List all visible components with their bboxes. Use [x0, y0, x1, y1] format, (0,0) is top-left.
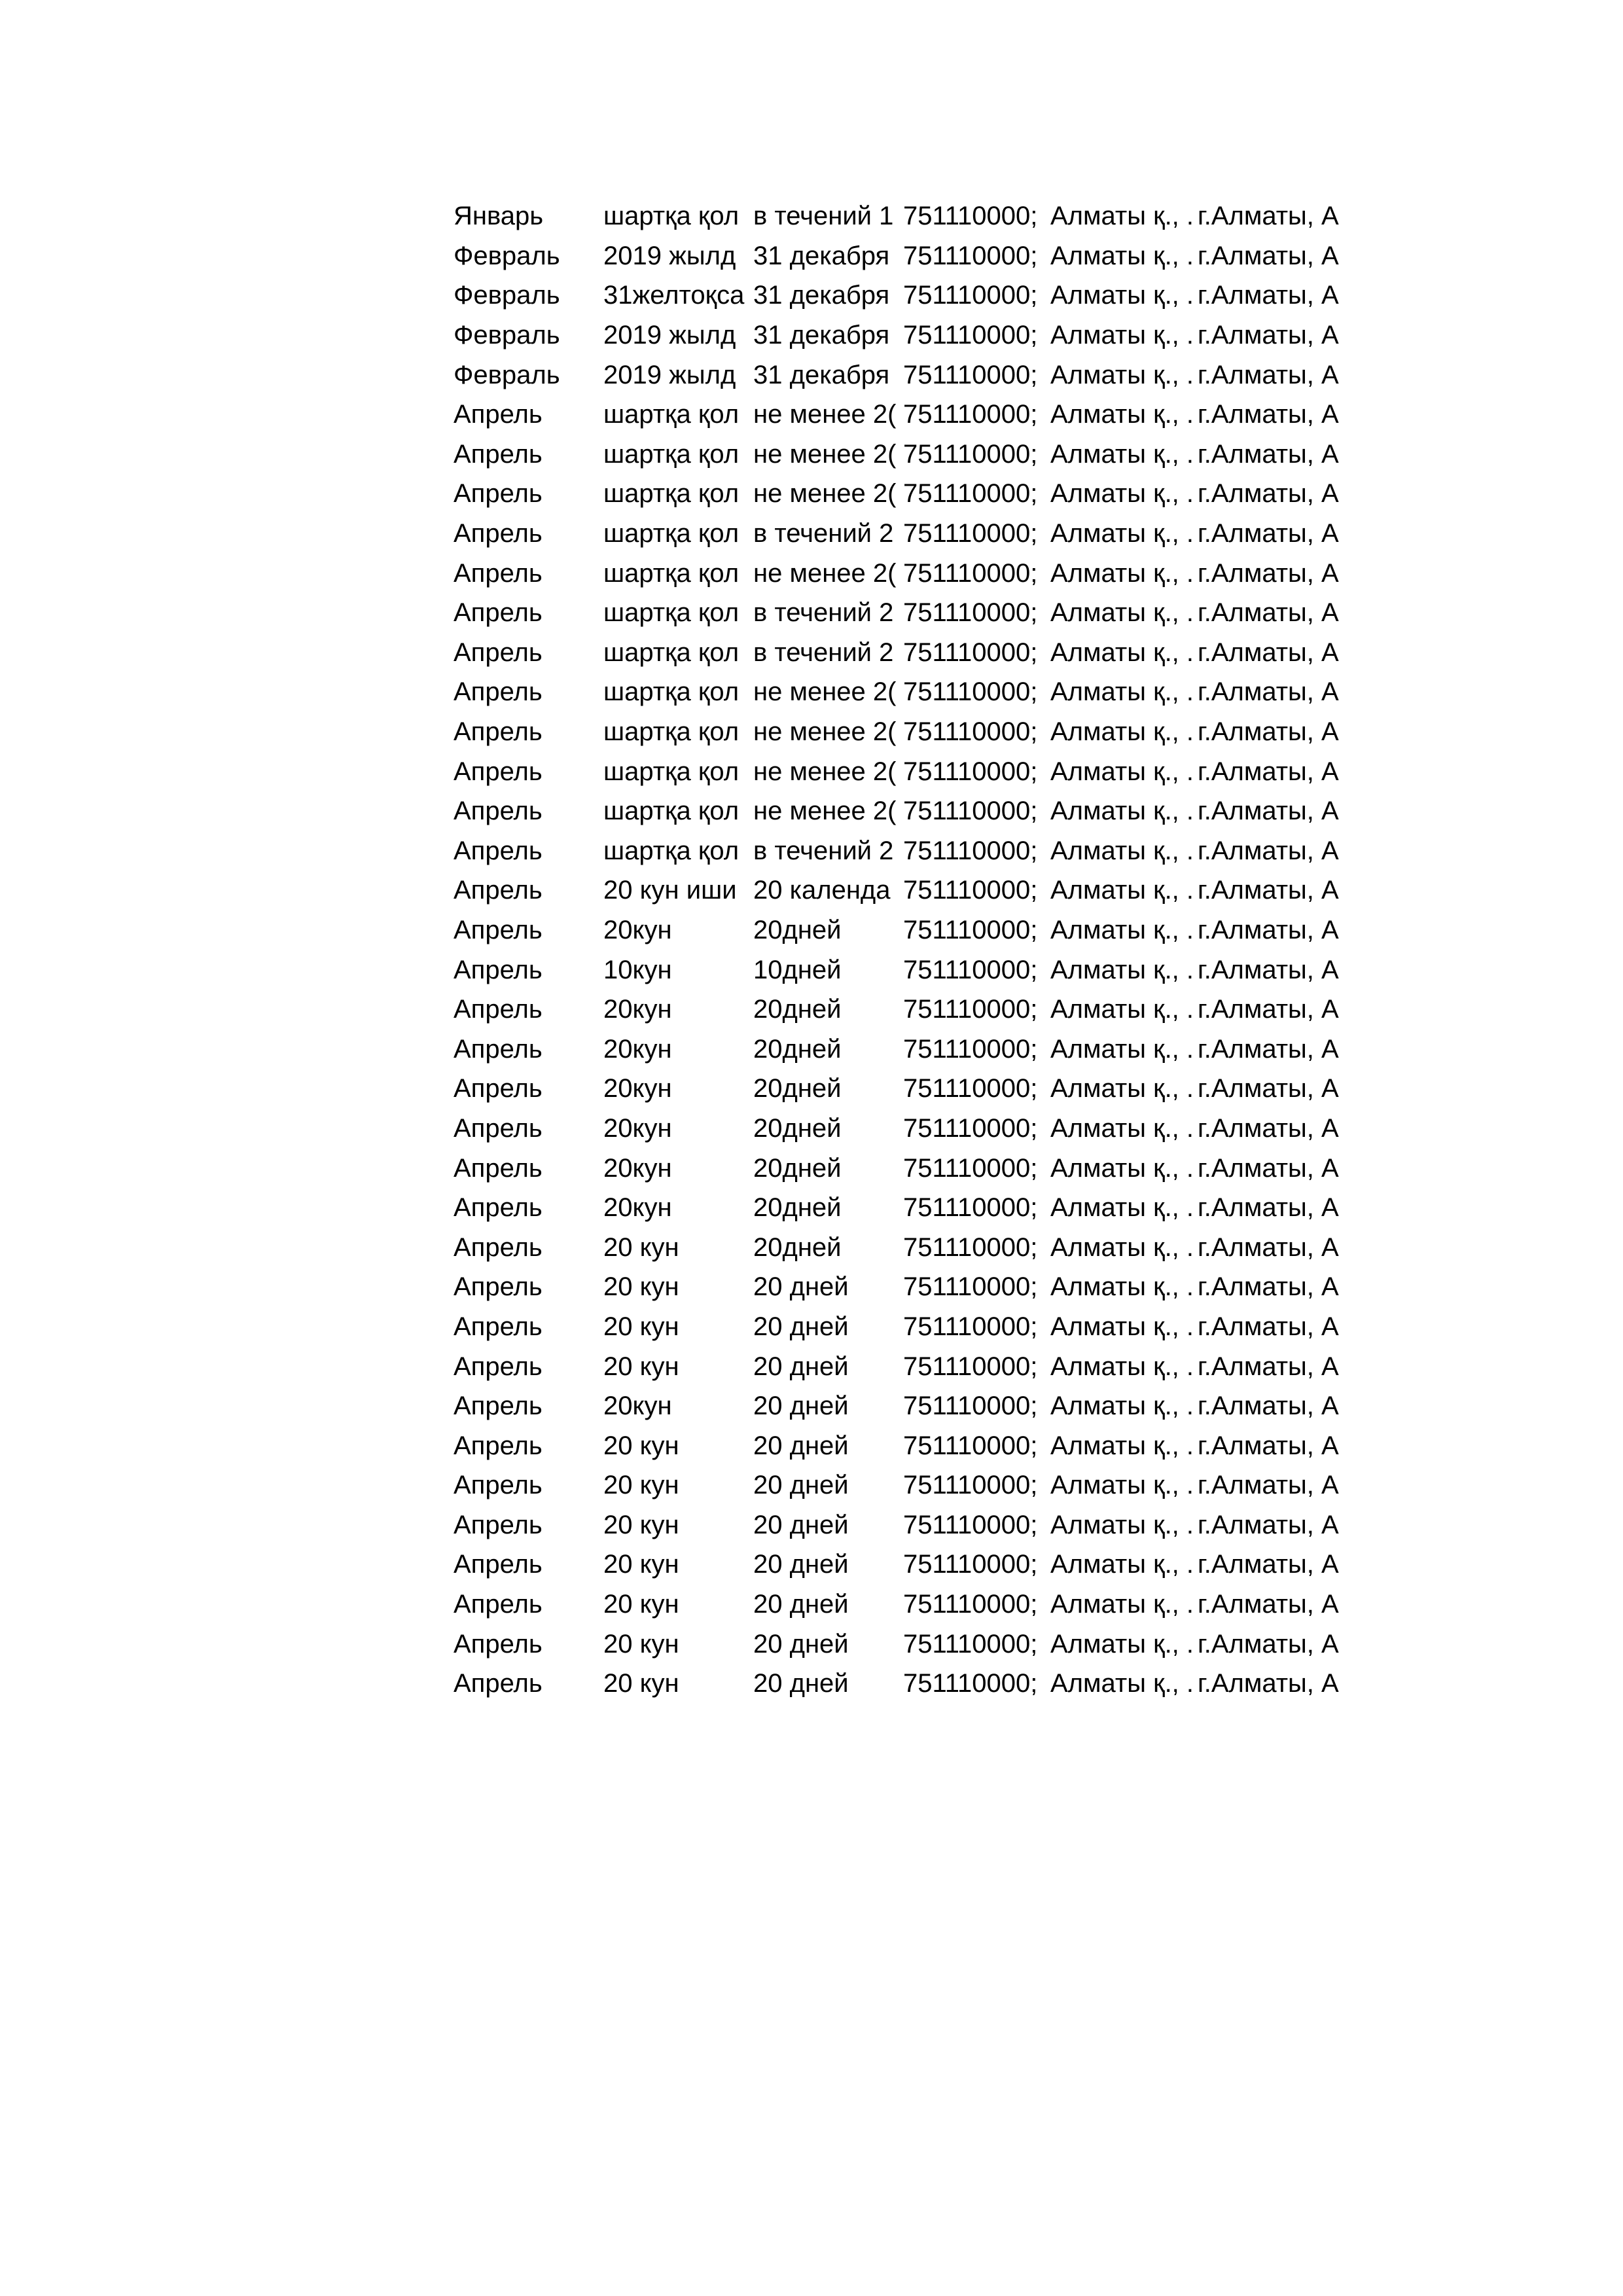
address-ru-cell: г.Алматы, А [1198, 439, 1339, 469]
month-cell: Апрель [454, 995, 543, 1024]
table-row [454, 196, 1357, 236]
month-cell: Апрель [454, 717, 543, 747]
month-cell: Апрель [454, 757, 543, 786]
month-cell: Апрель [454, 1113, 543, 1143]
address-ru-cell: г.Алматы, А [1198, 1471, 1339, 1500]
deadline-kz-cell: 20кун [603, 1391, 672, 1421]
address-ru-cell: г.Алматы, А [1198, 1272, 1339, 1302]
address-kz-cell: Алматы қ., . [1050, 1590, 1194, 1619]
address-kz-cell: Алматы қ., . [1050, 717, 1194, 747]
table-row [454, 870, 1357, 910]
deadline-ru-cell: в течений 2 [753, 637, 894, 667]
address-kz-cell: Алматы қ., . [1050, 1510, 1194, 1539]
code-cell: 751110000; [903, 1669, 1038, 1698]
month-cell: Апрель [454, 1193, 543, 1223]
deadline-ru-cell: 31 декабря [753, 321, 890, 350]
address-kz-cell: Алматы қ., . [1050, 1113, 1194, 1143]
address-kz-cell: Алматы қ., . [1050, 400, 1194, 429]
code-cell: 751110000; [903, 598, 1038, 628]
deadline-ru-cell: 20дней [753, 1034, 842, 1064]
month-cell: Апрель [454, 637, 543, 667]
code-cell: 751110000; [903, 519, 1038, 548]
address-ru-cell: г.Алматы, А [1198, 360, 1339, 389]
code-cell: 751110000; [903, 281, 1038, 310]
address-kz-cell: Алматы қ., . [1050, 1352, 1194, 1381]
address-kz-cell: Алматы қ., . [1050, 321, 1194, 350]
month-cell: Апрель [454, 1669, 543, 1698]
deadline-ru-cell: 20 дней [753, 1550, 849, 1579]
deadline-kz-cell: 20 кун [603, 1669, 679, 1698]
month-cell: Апрель [454, 479, 543, 509]
deadline-kz-cell: 20 кун [603, 1431, 679, 1460]
deadline-ru-cell: 20 дней [753, 1352, 849, 1381]
deadline-kz-cell: 31желтоқса [603, 281, 745, 310]
deadline-ru-cell: 20 дней [753, 1629, 849, 1659]
month-cell: Апрель [454, 797, 543, 826]
table-row [454, 276, 1357, 315]
address-ru-cell: г.Алматы, А [1198, 281, 1339, 310]
address-kz-cell: Алматы қ., . [1050, 876, 1194, 905]
deadline-kz-cell: 20 кун [603, 1590, 679, 1619]
deadline-ru-cell: 20 дней [753, 1391, 849, 1421]
address-kz-cell: Алматы қ., . [1050, 1232, 1194, 1262]
address-kz-cell: Алматы қ., . [1050, 1629, 1194, 1659]
deadline-ru-cell: не менее 2( [753, 677, 897, 707]
deadline-ru-cell: 20дней [753, 915, 842, 944]
table-row [454, 395, 1357, 435]
deadline-kz-cell: 2019 жылд [603, 321, 736, 350]
deadline-kz-cell: шартқа қол [603, 598, 740, 628]
address-ru-cell: г.Алматы, А [1198, 241, 1339, 270]
code-cell: 751110000; [903, 915, 1038, 944]
address-kz-cell: Алматы қ., . [1050, 202, 1194, 231]
address-kz-cell: Алматы қ., . [1050, 955, 1194, 984]
address-ru-cell: г.Алматы, А [1198, 1232, 1339, 1262]
code-cell: 751110000; [903, 1352, 1038, 1381]
table-row [454, 1109, 1357, 1149]
table-row [454, 1188, 1357, 1228]
table-row [454, 315, 1357, 355]
deadline-ru-cell: 20 дней [753, 1471, 849, 1500]
code-cell: 751110000; [903, 321, 1038, 350]
table-row [454, 593, 1357, 633]
deadline-kz-cell: 20 кун [603, 1471, 679, 1500]
address-kz-cell: Алматы қ., . [1050, 637, 1194, 667]
deadline-kz-cell: шартқа қол [603, 757, 740, 786]
address-ru-cell: г.Алматы, А [1198, 876, 1339, 905]
month-cell: Апрель [454, 1034, 543, 1064]
month-cell: Апрель [454, 1550, 543, 1579]
deadline-ru-cell: 20дней [753, 1074, 842, 1103]
month-cell: Апрель [454, 598, 543, 628]
deadline-kz-cell: 20 кун [603, 1510, 679, 1539]
deadline-kz-cell: 20кун [603, 995, 672, 1024]
address-ru-cell: г.Алматы, А [1198, 637, 1339, 667]
month-cell: Апрель [454, 955, 543, 984]
table-row [454, 474, 1357, 514]
deadline-kz-cell: 20кун [603, 915, 672, 944]
deadline-ru-cell: 31 декабря [753, 360, 890, 389]
table-row [454, 751, 1357, 791]
table-row [454, 1386, 1357, 1426]
address-kz-cell: Алматы қ., . [1050, 797, 1194, 826]
address-ru-cell: г.Алматы, А [1198, 1590, 1339, 1619]
table-row [454, 1624, 1357, 1664]
address-ru-cell: г.Алматы, А [1198, 955, 1339, 984]
deadline-ru-cell: 20 календа [753, 876, 891, 905]
month-cell: Апрель [454, 1590, 543, 1619]
deadline-kz-cell: 20кун [603, 1193, 672, 1223]
address-kz-cell: Алматы қ., . [1050, 1669, 1194, 1698]
deadline-kz-cell: 20кун [603, 1074, 672, 1103]
table-row [454, 1664, 1357, 1704]
month-cell: Апрель [454, 1471, 543, 1500]
deadline-ru-cell: 20дней [753, 1193, 842, 1223]
month-cell: Апрель [454, 1510, 543, 1539]
table-row [454, 1307, 1357, 1347]
table-row [454, 633, 1357, 673]
month-cell: Январь [454, 202, 544, 231]
deadline-kz-cell: шартқа қол [603, 558, 740, 588]
spreadsheet-printout [454, 196, 1357, 1704]
deadline-ru-cell: 10дней [753, 955, 842, 984]
code-cell: 751110000; [903, 558, 1038, 588]
code-cell: 751110000; [903, 479, 1038, 509]
code-cell: 751110000; [903, 1391, 1038, 1421]
deadline-kz-cell: 20 кун [603, 1312, 679, 1341]
address-ru-cell: г.Алматы, А [1198, 915, 1339, 944]
table-row [454, 672, 1357, 712]
address-ru-cell: г.Алматы, А [1198, 995, 1339, 1024]
table-row [454, 355, 1357, 395]
code-cell: 751110000; [903, 876, 1038, 905]
month-cell: Февраль [454, 321, 560, 350]
deadline-kz-cell: шартқа қол [603, 836, 740, 865]
month-cell: Февраль [454, 281, 560, 310]
month-cell: Апрель [454, 1431, 543, 1460]
deadline-kz-cell: шартқа қол [603, 479, 740, 509]
deadline-ru-cell: 20 дней [753, 1590, 849, 1619]
address-ru-cell: г.Алматы, А [1198, 1550, 1339, 1579]
month-cell: Февраль [454, 360, 560, 389]
code-cell: 751110000; [903, 1232, 1038, 1262]
month-cell: Апрель [454, 519, 543, 548]
code-cell: 751110000; [903, 439, 1038, 469]
address-ru-cell: г.Алматы, А [1198, 598, 1339, 628]
address-kz-cell: Алматы қ., . [1050, 757, 1194, 786]
address-ru-cell: г.Алматы, А [1198, 836, 1339, 865]
month-cell: Апрель [454, 1232, 543, 1262]
deadline-ru-cell: в течений 2 [753, 519, 894, 548]
code-cell: 751110000; [903, 717, 1038, 747]
table-row [454, 1029, 1357, 1069]
deadline-ru-cell: не менее 2( [753, 479, 897, 509]
deadline-ru-cell: 20 дней [753, 1510, 849, 1539]
address-kz-cell: Алматы қ., . [1050, 995, 1194, 1024]
code-cell: 751110000; [903, 1431, 1038, 1460]
deadline-kz-cell: 20кун [603, 1153, 672, 1183]
table-row [454, 1505, 1357, 1545]
month-cell: Апрель [454, 915, 543, 944]
deadline-kz-cell: 20 кун [603, 1232, 679, 1262]
month-cell: Апрель [454, 1272, 543, 1302]
table-row [454, 1585, 1357, 1624]
month-cell: Апрель [454, 558, 543, 588]
deadline-kz-cell: 20 кун [603, 1352, 679, 1381]
table-row [454, 514, 1357, 554]
address-kz-cell: Алматы қ., . [1050, 241, 1194, 270]
deadline-kz-cell: 20 кун [603, 1550, 679, 1579]
month-cell: Апрель [454, 1391, 543, 1421]
month-cell: Апрель [454, 876, 543, 905]
deadline-ru-cell: 20 дней [753, 1272, 849, 1302]
address-kz-cell: Алматы қ., . [1050, 1471, 1194, 1500]
code-cell: 751110000; [903, 1590, 1038, 1619]
deadline-kz-cell: 2019 жылд [603, 241, 736, 270]
table-row [454, 791, 1357, 831]
deadline-ru-cell: в течений 2 [753, 598, 894, 628]
address-kz-cell: Алматы қ., . [1050, 1391, 1194, 1421]
code-cell: 751110000; [903, 1471, 1038, 1500]
address-kz-cell: Алматы қ., . [1050, 598, 1194, 628]
month-cell: Апрель [454, 677, 543, 707]
deadline-kz-cell: 10кун [603, 955, 672, 984]
table-row [454, 236, 1357, 276]
address-kz-cell: Алматы қ., . [1050, 1074, 1194, 1103]
address-ru-cell: г.Алматы, А [1198, 321, 1339, 350]
deadline-kz-cell: 20 кун [603, 1629, 679, 1659]
code-cell: 751110000; [903, 360, 1038, 389]
table-row [454, 1545, 1357, 1585]
deadline-kz-cell: 20 кун [603, 1272, 679, 1302]
deadline-ru-cell: 20дней [753, 1232, 842, 1262]
address-ru-cell: г.Алматы, А [1198, 1113, 1339, 1143]
code-cell: 751110000; [903, 836, 1038, 865]
address-ru-cell: г.Алматы, А [1198, 1153, 1339, 1183]
code-cell: 751110000; [903, 1193, 1038, 1223]
month-cell: Февраль [454, 241, 560, 270]
month-cell: Апрель [454, 1629, 543, 1659]
code-cell: 751110000; [903, 202, 1038, 231]
deadline-ru-cell: не менее 2( [753, 797, 897, 826]
month-cell: Апрель [454, 836, 543, 865]
deadline-ru-cell: 20 дней [753, 1312, 849, 1341]
table-row [454, 990, 1357, 1030]
address-ru-cell: г.Алматы, А [1198, 1352, 1339, 1381]
address-ru-cell: г.Алматы, А [1198, 1391, 1339, 1421]
address-kz-cell: Алматы қ., . [1050, 1272, 1194, 1302]
address-kz-cell: Алматы қ., . [1050, 836, 1194, 865]
deadline-ru-cell: 20 дней [753, 1431, 849, 1460]
table-row [454, 950, 1357, 990]
table-row [454, 1465, 1357, 1505]
table-row [454, 910, 1357, 950]
table-row [454, 1267, 1357, 1307]
address-ru-cell: г.Алматы, А [1198, 717, 1339, 747]
address-kz-cell: Алматы қ., . [1050, 519, 1194, 548]
deadline-kz-cell: 20кун [603, 1113, 672, 1143]
deadline-ru-cell: 31 декабря [753, 281, 890, 310]
deadline-ru-cell: в течений 1 [753, 202, 894, 231]
table-row [454, 1227, 1357, 1267]
address-kz-cell: Алматы қ., . [1050, 1193, 1194, 1223]
deadline-kz-cell: шартқа қол [603, 519, 740, 548]
address-ru-cell: г.Алматы, А [1198, 558, 1339, 588]
address-ru-cell: г.Алматы, А [1198, 1669, 1339, 1698]
address-ru-cell: г.Алматы, А [1198, 202, 1339, 231]
code-cell: 751110000; [903, 241, 1038, 270]
address-ru-cell: г.Алматы, А [1198, 677, 1339, 707]
deadline-kz-cell: шартқа қол [603, 202, 740, 231]
address-ru-cell: г.Алматы, А [1198, 519, 1339, 548]
table-row [454, 712, 1357, 752]
deadline-kz-cell: 20 кун иши [603, 876, 737, 905]
deadline-kz-cell: шартқа қол [603, 439, 740, 469]
code-cell: 751110000; [903, 955, 1038, 984]
code-cell: 751110000; [903, 1550, 1038, 1579]
code-cell: 751110000; [903, 1113, 1038, 1143]
address-kz-cell: Алматы қ., . [1050, 360, 1194, 389]
code-cell: 751110000; [903, 1153, 1038, 1183]
deadline-kz-cell: шартқа қол [603, 400, 740, 429]
deadline-ru-cell: не менее 2( [753, 558, 897, 588]
table-row [454, 435, 1357, 475]
address-ru-cell: г.Алматы, А [1198, 1510, 1339, 1539]
code-cell: 751110000; [903, 1629, 1038, 1659]
deadline-kz-cell: шартқа қол [603, 797, 740, 826]
code-cell: 751110000; [903, 757, 1038, 786]
address-ru-cell: г.Алматы, А [1198, 797, 1339, 826]
month-cell: Апрель [454, 1074, 543, 1103]
address-kz-cell: Алматы қ., . [1050, 558, 1194, 588]
month-cell: Апрель [454, 1153, 543, 1183]
table-row [454, 1069, 1357, 1109]
deadline-kz-cell: шартқа қол [603, 717, 740, 747]
code-cell: 751110000; [903, 677, 1038, 707]
address-ru-cell: г.Алматы, А [1198, 1431, 1339, 1460]
address-ru-cell: г.Алматы, А [1198, 1034, 1339, 1064]
deadline-kz-cell: 2019 жылд [603, 360, 736, 389]
table-row [454, 1426, 1357, 1465]
deadline-kz-cell: шартқа қол [603, 677, 740, 707]
month-cell: Апрель [454, 439, 543, 469]
code-cell: 751110000; [903, 797, 1038, 826]
deadline-ru-cell: 20 дней [753, 1669, 849, 1698]
table-row [454, 1148, 1357, 1188]
deadline-ru-cell: не менее 2( [753, 439, 897, 469]
table-row [454, 831, 1357, 871]
deadline-ru-cell: в течений 2 [753, 836, 894, 865]
address-kz-cell: Алматы қ., . [1050, 479, 1194, 509]
code-cell: 751110000; [903, 637, 1038, 667]
address-ru-cell: г.Алматы, А [1198, 400, 1339, 429]
address-kz-cell: Алматы қ., . [1050, 915, 1194, 944]
code-cell: 751110000; [903, 1034, 1038, 1064]
code-cell: 751110000; [903, 1510, 1038, 1539]
deadline-ru-cell: 20дней [753, 995, 842, 1024]
address-kz-cell: Алматы қ., . [1050, 1034, 1194, 1064]
address-kz-cell: Алматы қ., . [1050, 677, 1194, 707]
table-row [454, 1346, 1357, 1386]
deadline-kz-cell: 20кун [603, 1034, 672, 1064]
code-cell: 751110000; [903, 995, 1038, 1024]
address-kz-cell: Алматы қ., . [1050, 1312, 1194, 1341]
address-ru-cell: г.Алматы, А [1198, 1193, 1339, 1223]
deadline-kz-cell: шартқа қол [603, 637, 740, 667]
deadline-ru-cell: 31 декабря [753, 241, 890, 270]
address-ru-cell: г.Алматы, А [1198, 479, 1339, 509]
month-cell: Апрель [454, 400, 543, 429]
table-row [454, 553, 1357, 593]
address-kz-cell: Алматы қ., . [1050, 1431, 1194, 1460]
code-cell: 751110000; [903, 1312, 1038, 1341]
deadline-ru-cell: не менее 2( [753, 717, 897, 747]
code-cell: 751110000; [903, 1074, 1038, 1103]
address-kz-cell: Алматы қ., . [1050, 439, 1194, 469]
address-ru-cell: г.Алматы, А [1198, 1312, 1339, 1341]
address-kz-cell: Алматы қ., . [1050, 1153, 1194, 1183]
address-ru-cell: г.Алматы, А [1198, 757, 1339, 786]
address-kz-cell: Алматы қ., . [1050, 281, 1194, 310]
address-ru-cell: г.Алматы, А [1198, 1629, 1339, 1659]
deadline-ru-cell: 20дней [753, 1113, 842, 1143]
address-kz-cell: Алматы қ., . [1050, 1550, 1194, 1579]
month-cell: Апрель [454, 1352, 543, 1381]
code-cell: 751110000; [903, 400, 1038, 429]
month-cell: Апрель [454, 1312, 543, 1341]
deadline-ru-cell: не менее 2( [753, 400, 897, 429]
deadline-ru-cell: не менее 2( [753, 757, 897, 786]
address-ru-cell: г.Алматы, А [1198, 1074, 1339, 1103]
code-cell: 751110000; [903, 1272, 1038, 1302]
deadline-ru-cell: 20дней [753, 1153, 842, 1183]
